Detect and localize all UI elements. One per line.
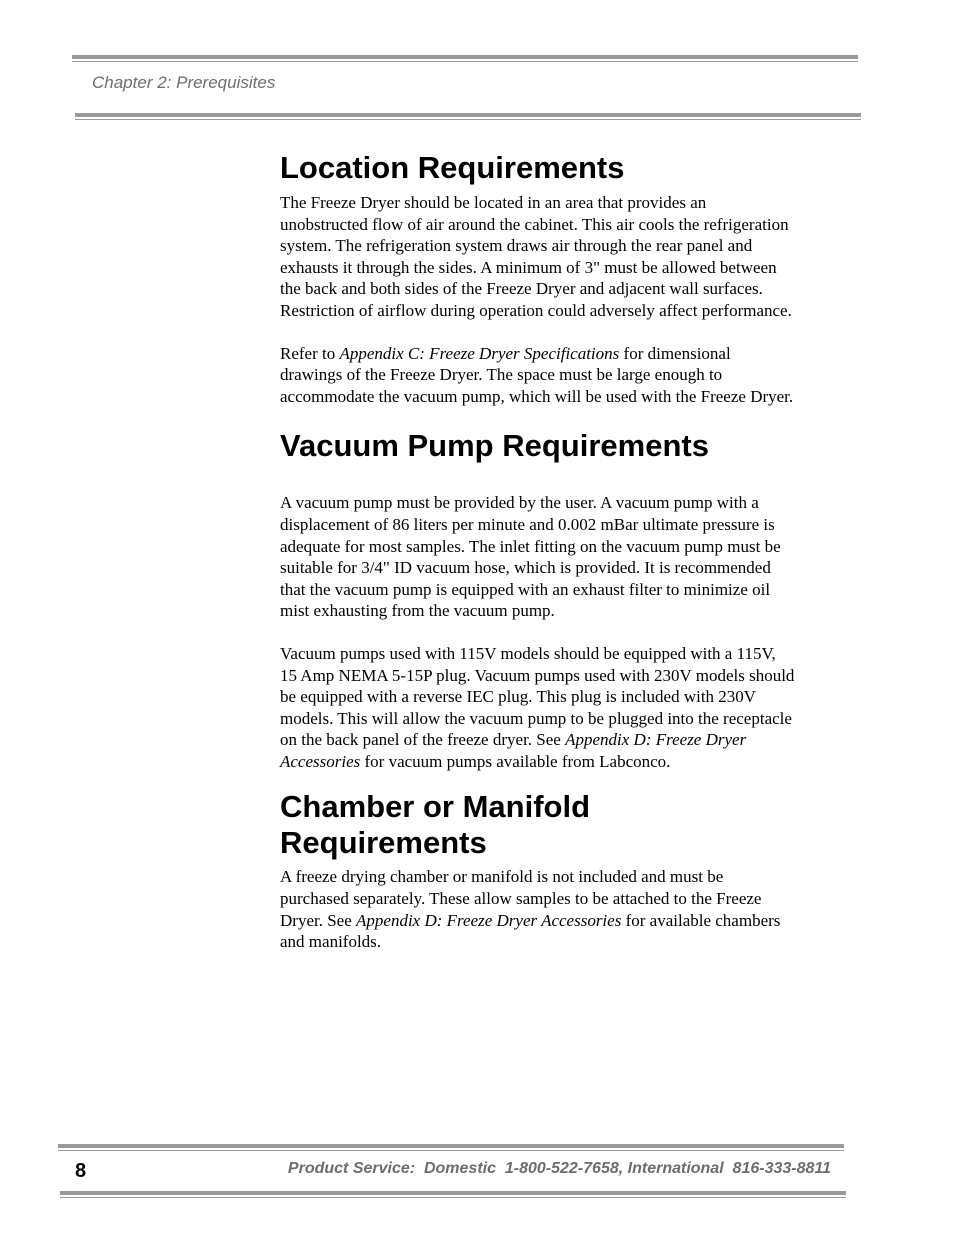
appendix-d-reference: Appendix D: Freeze Dryer Accessories	[356, 910, 622, 930]
appendix-d-reference: Appendix D: Freeze Dryer Accessories	[280, 730, 747, 771]
location-paragraph-2	[280, 343, 795, 408]
title-line: Requirements	[280, 825, 487, 861]
section-title-vacuum: Vacuum Pump Requirements	[280, 428, 709, 464]
section-title-chamber	[280, 789, 795, 861]
text-run: Vacuum pumps used with 115V models should be equipped with a 115V, 15 Amp NEMA 5-15P plug. Vacuum pumps used with 230V models should be equipped with a reverse IEC plug. This plug is included with 230V models. This will allow the vacuum pump to be plugged into the receptacle on the back panel of the freeze dryer. See	[280, 643, 795, 750]
text-run: for available chambers and manifolds.	[280, 910, 781, 952]
section-title-location: Location Requirements	[280, 150, 625, 185]
product-service-contact: Product Service: Domestic 1-800-522-7658, International 816-333-8811	[287, 1160, 831, 1177]
location-paragraph-1: The Freeze Dryer should be located in an area that provides an unobstructed flow of air around the cabinet. This air cools the refrigeration system. The refrigeration system draws air through the rear panel and exhausts it through the sides. A minimum of 3" must be allowed between the back and both sides of the Freeze Dryer and adjacent wall surfaces. Restriction of airflow during operation could adversely affect performance.	[280, 193, 792, 320]
footer-rule-bottom	[60, 1191, 846, 1198]
text-run: A freeze drying chamber or manifold is not included and must be purchased separately. These allow samples to be attached to the Freeze Dryer. See	[280, 867, 762, 930]
appendix-c-reference: Appendix C: Freeze Dryer Specifications	[339, 343, 620, 363]
vacuum-paragraph-1: A vacuum pump must be provided by the user. A vacuum pump with a displacement of 86 liters per minute and 0.002 mBar ultimate pressure is adequate for most samples. The inlet fitting on the vacuum pump must be suitable for 3/4" ID vacuum hose, which is provided. It is recommended that the vacuum pump is equipped with an exhaust filter to minimize oil mist exhausting from the vacuum pump.	[280, 493, 781, 621]
text-run: for dimensional drawings of the Freeze Dryer. The space must be large enough to accommodate the vacuum pump, which will be used with the Freeze Dryer.	[280, 343, 794, 406]
chamber-paragraph-1	[280, 866, 795, 952]
page-content	[280, 150, 795, 953]
header-rule-top	[72, 55, 858, 62]
header-rule-bottom	[75, 113, 861, 120]
text-run: for vacuum pumps available from Labconco.	[360, 751, 671, 771]
text-run: Refer to	[280, 343, 340, 363]
title-line: Chamber or Manifold	[280, 789, 591, 825]
chapter-header: Chapter 2: Prerequisites	[92, 73, 276, 92]
footer-rule-top	[58, 1144, 844, 1151]
vacuum-paragraph-2	[280, 643, 795, 773]
page-number: 8	[75, 1160, 87, 1182]
